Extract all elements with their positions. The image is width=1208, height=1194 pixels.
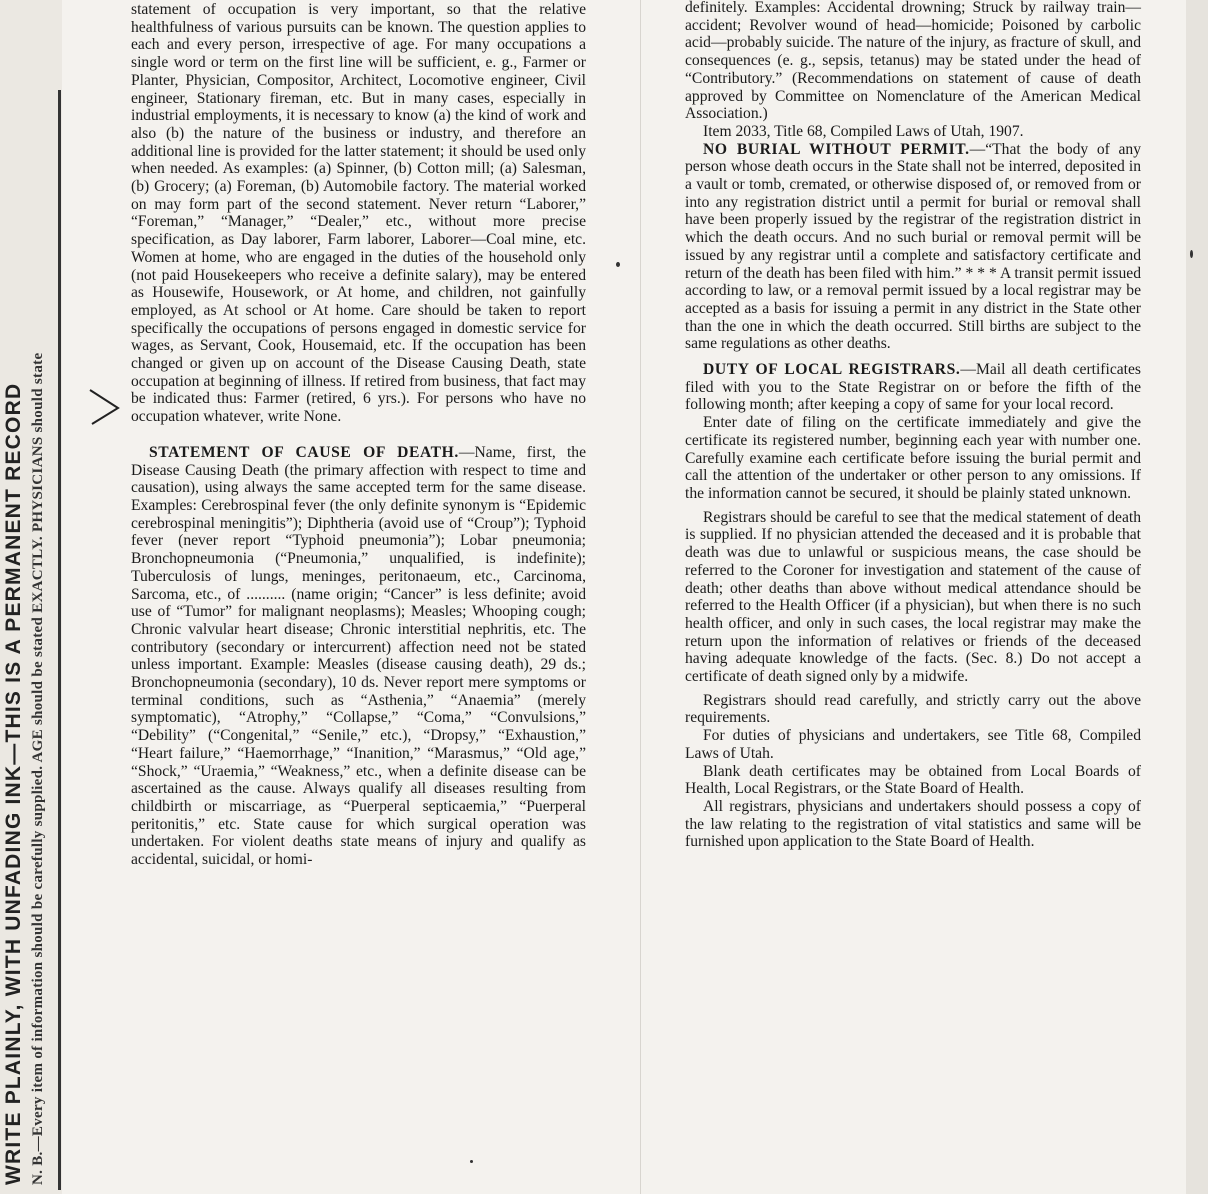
filing-paragraph: Enter date of filing on the certificate immediately and give the certificate its registered number, beginning each year with number one. Carefully examine each certificate before issuing the burial permit and call the attention of the undertaker or other person to any omissions. If the information cannot be secured, it should be plainly stated unknown. <box>685 414 1141 502</box>
burial-permit-body: —“That the body of any person whose death occurs in the State shall not be interred, deposited in a vault or tomb, cremated, or otherwise disposed of, or removed from or into any registration district until a permit for burial or removal shall have been properly issued by the registrar of the registration district in which the death occurs. And no such burial or removal permit will be issued by any registrar until a complete and satisfactory certificate and return of the death has been filed with him.” * * * A transit permit issued according to law, or a removal permit issued by a local registrar may be accepted as a basis for issuing a permit in any district in the State other than the one in which the death occurred. Still births are subject to the same regulations as other deaths. <box>685 140 1141 353</box>
right-page-edge <box>1186 0 1208 1194</box>
duty-registrars-heading: DUTY OF LOCAL REGISTRARS. <box>703 361 961 379</box>
statute-reference: Item 2033, Title 68, Compiled Laws of Utah, 1907. <box>703 122 1024 140</box>
vertical-note: N. B.—Every item of information should be carefully supplied. AGE should be stated EXACTLY. PHYSICIANS should state <box>30 352 46 1185</box>
vertical-heading: WRITE PLAINLY, WITH UNFADING INK—THIS IS A PERMANENT RECORD <box>2 382 25 1185</box>
right-column <box>685 0 1141 851</box>
duty-registrars-paragraph <box>685 361 1141 414</box>
left-column <box>131 1 586 869</box>
violent-deaths-paragraph: definitely. Examples: Accidental drowning; Struck by railway train—accident; Revolver wound of head—homicide; Poisoned by carbolic acid—probably suicide. The nature of the injury, as fracture of skull, and consequences (e. g., sepsis, tetanus) may be stated under the head of “Contributory.” (Recommendations on statement of cause of death approved by Committee on Nomenclature of the American Medical Association.) <box>685 0 1141 123</box>
cause-of-death-heading: STATEMENT OF CAUSE OF DEATH. <box>149 443 459 461</box>
requirements-paragraph: Registrars should read carefully, and strictly carry out the above requirements. <box>685 691 1141 727</box>
column-gutter <box>640 0 641 1194</box>
blank-certificates-paragraph: Blank death certificates may be obtained from Local Boards of Health, Local Registrars, or the State Board of Health. <box>685 762 1141 798</box>
occupation-paragraph: statement of occupation is very important, so that the relative healthfulness of various pursuits can be known. The question applies to each and every person, irrespective of age. For many occupations a single word or term on the first line will be sufficient, e. g., Farmer or Planter, Physician, Compositor, Architect, Locomotive engineer, Civil engineer, Stationary fireman, etc. But in many cases, especially in industrial employments, it is necessary to know (a) the kind of work and also (b) the nature of the business or industry, and therefore an additional line is provided for the latter statement; it should be used only when needed. As examples: (a) Spinner, (b) Cotton mill; (a) Salesman, (b) Grocery; (a) Foreman, (b) Automobile factory. The material worked on may form part of the second statement. Never return “Laborer,” “Foreman,” “Manager,” “Dealer,” etc., without more precise specification, as Day laborer, Farm laborer, Laborer—Coal mine, etc. Women at home, who are engaged in the duties of the household only (not paid Housekeepers who receive a definite salary), may be entered as Housewife, Housework, or At home, and children, not gainfully employed, as At school or At home. Care should be taken to report specifically the occupations of persons engaged in domestic service for wages, as Servant, Cook, Housemaid, etc. If the occupation has been changed or given up on account of the Disease Causing Death, state occupation at beginning of illness. If retired from business, that fact may be indicated thus: Farmer (retired, 6 yrs.). For persons who have no occupation whatever, write None. <box>131 1 586 426</box>
burial-permit-paragraph <box>685 141 1141 353</box>
duties-reference-paragraph: For duties of physicians and undertakers, see Title 68, Compiled Laws of Utah. <box>685 727 1141 762</box>
cause-of-death-paragraph <box>131 444 586 869</box>
ink-speck <box>1190 250 1193 258</box>
handwritten-check-mark <box>88 386 122 426</box>
ink-speck <box>470 1160 473 1163</box>
cause-of-death-body: —Name, first, the Disease Causing Death (the primary affection with respect to time and causation), using always the same accepted term for the same disease. Examples: Cerebrospinal fever (the only definite synonym is “Epidemic cerebrospinal meningitis”); Diphtheria (avoid use of “Croup”); Typhoid fever (never report “Typhoid pneumonia”); Lobar pneumonia; Bronchopneumonia (“Pneumonia,” unqualified, is indefinite); Tuberculosis of lungs, meninges, peritonaeum, etc., Carcinoma, Sarcoma, etc., of .......... (name origin; “Cancer” is less definite; avoid use of “Tumor” for malignant neoplasms); Measles; Whooping cough; Chronic valvular heart disease; Chronic interstitial nephritis, etc. The contributory (secondary or intercurrent) affection need not be stated unless important. Example: Measles (disease causing death), 29 ds.; Bronchopneumonia (secondary), 10 ds. Never report mere symptoms or terminal conditions, such as “Asthenia,” “Anaemia” (merely symptomatic), “Atrophy,” “Collapse,” “Coma,” “Convulsions,” “Debility” (“Congenital,” “Senile,” etc.), “Dropsy,” “Exhaustion,” “Heart failure,” “Haemorrhage,” “Inanition,” “Marasmus,” “Old age,” “Shock,” “Uraemia,” “Weakness,” etc., when a definite disease can be ascertained as the cause. Always qualify all diseases resulting from childbirth or miscarriage, as “Puerperal septicaemia,” “Puerperal peritonitis,” etc. State cause for which surgical operation was undertaken. For violent deaths state means of injury and qualify as accidental, suicidal, or homi- <box>131 443 587 869</box>
burial-permit-heading: NO BURIAL WITHOUT PERMIT. <box>703 140 970 158</box>
margin-rule <box>58 90 61 1190</box>
duty-registrars-body: —Mail all death certificates filed with you to the State Registrar on or before the fifth of the following month; after keeping a copy of same for your local record. <box>685 361 1141 414</box>
medical-statement-paragraph: Registrars should be careful to see that the medical statement of death is supplied. If no physician attended the deceased and it is probable that death was due to unlawful or suspicious means, the case should be referred to the Coroner for investigation and statement of the cause of death; other deaths than above without medical attendance should be referred to the Health Officer (if a physician), but when there is no such health officer, and only in such cases, the local registrar may make the return upon the information of relatives or friends of the deceased having adequate knowledge of the facts. (Sec. 8.) Do not accept a certificate of death signed only by a midwife. <box>685 508 1141 686</box>
law-copy-paragraph: All registrars, physicians and undertakers should possess a copy of the law relating to the registration of vital statistics and same will be furnished upon application to the State Board of Health. <box>685 797 1141 851</box>
ink-speck <box>616 262 620 267</box>
